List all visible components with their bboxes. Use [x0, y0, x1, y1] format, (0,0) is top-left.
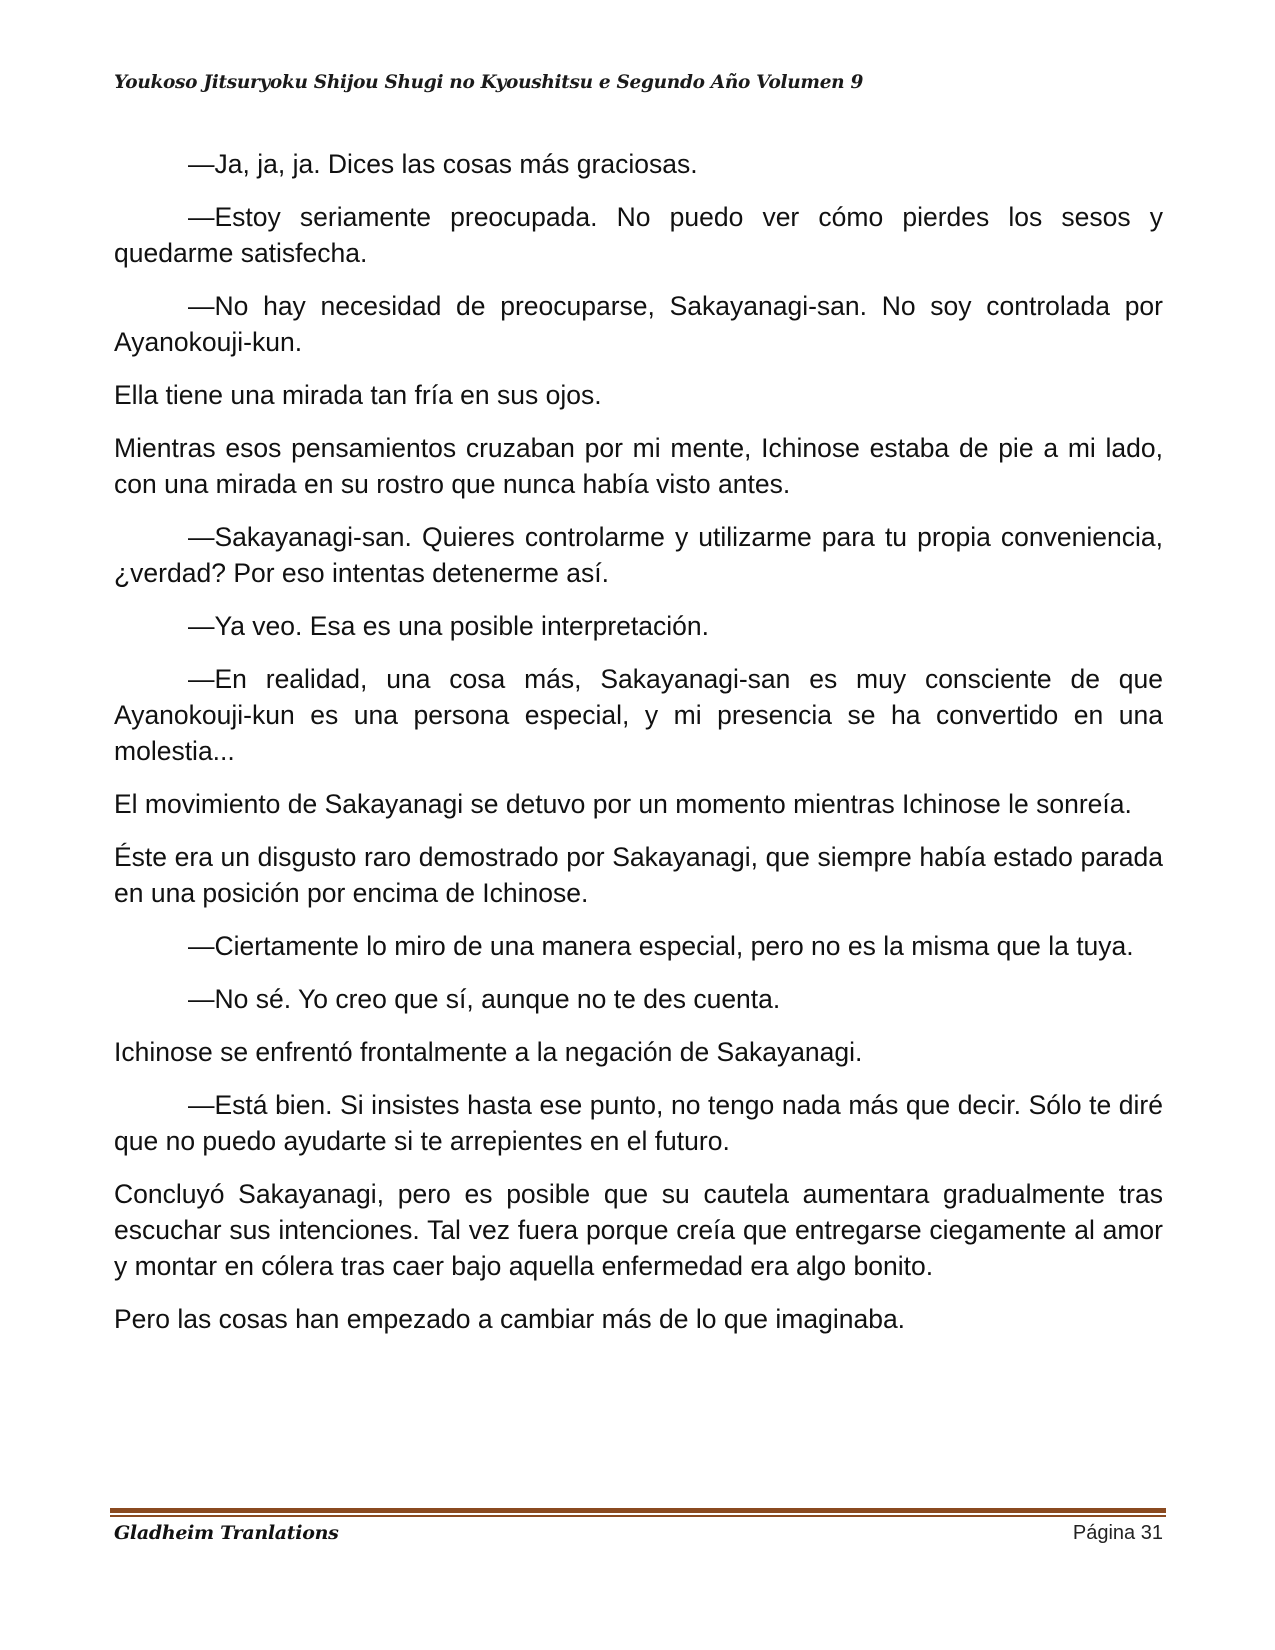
footer-divider: [110, 1508, 1166, 1517]
body-text: [114, 146, 1163, 1354]
paragraph: Éste era un disgusto raro demostrado por Sakayanagi, que siempre había estado parada en una posición por encima de Ichinose.: [114, 842, 1163, 908]
paragraph: Concluyó Sakayanagi, pero es posible que su cautela aumentara gradualmente tras escuchar sus intenciones. Tal vez fuera porque creía que entregarse ciegamente al amor y montar en cólera tras caer bajo aquella enfermedad era algo bonito.: [114, 1179, 1163, 1281]
paragraph: Pero las cosas han empezado a cambiar más de lo que imaginaba.: [114, 1304, 906, 1334]
paragraph: —Ya veo. Esa es una posible interpretación.: [188, 611, 709, 641]
page-number-value: 31: [1140, 1522, 1163, 1544]
running-header-title: Youkoso Jitsuryoku Shijou Shugi no Kyoushitsu e Segundo Año Volumen 9: [114, 72, 864, 93]
paragraph: —En realidad, una cosa más, Sakayanagi-san es muy consciente de que Ayanokouji-kun es una persona especial, y mi presencia se ha convertido en una molestia...: [114, 664, 1163, 766]
paragraph: —No sé. Yo creo que sí, aunque no te des cuenta.: [188, 984, 781, 1014]
paragraph: —No hay necesidad de preocuparse, Sakayanagi-san. No soy controlada por Ayanokouji-kun.: [114, 291, 1163, 357]
paragraph: Ella tiene una mirada tan fría en sus ojos.: [114, 380, 602, 410]
paragraph: El movimiento de Sakayanagi se detuvo por un momento mientras Ichinose le sonreía.: [114, 789, 1132, 819]
paragraph: —Sakayanagi-san. Quieres controlarme y utilizarme para tu propia conveniencia, ¿verdad? Por eso intentas detenerme así.: [114, 522, 1163, 588]
page-label: Página: [1072, 1522, 1136, 1544]
paragraph: —Ja, ja, ja. Dices las cosas más graciosas.: [188, 149, 698, 179]
footer-divider-thin: [110, 1515, 1166, 1517]
paragraph: —Ciertamente lo miro de una manera especial, pero no es la misma que la tuya.: [188, 931, 1134, 961]
paragraph: —Estoy seriamente preocupada. No puedo ver cómo pierdes los sesos y quedarme satisfecha.: [114, 202, 1163, 268]
paragraph: Mientras esos pensamientos cruzaban por mi mente, Ichinose estaba de pie a mi lado, con una mirada en su rostro que nunca había visto antes.: [114, 433, 1163, 499]
paragraph: —Está bien. Si insistes hasta ese punto, no tengo nada más que decir. Sólo te diré que no puedo ayudarte si te arrepientes en el futuro.: [114, 1090, 1163, 1156]
page-number: [1073, 1522, 1163, 1545]
paragraph: Ichinose se enfrentó frontalmente a la negación de Sakayanagi.: [114, 1037, 863, 1067]
footer-credit: Gladheim Tranlations: [114, 1522, 339, 1544]
